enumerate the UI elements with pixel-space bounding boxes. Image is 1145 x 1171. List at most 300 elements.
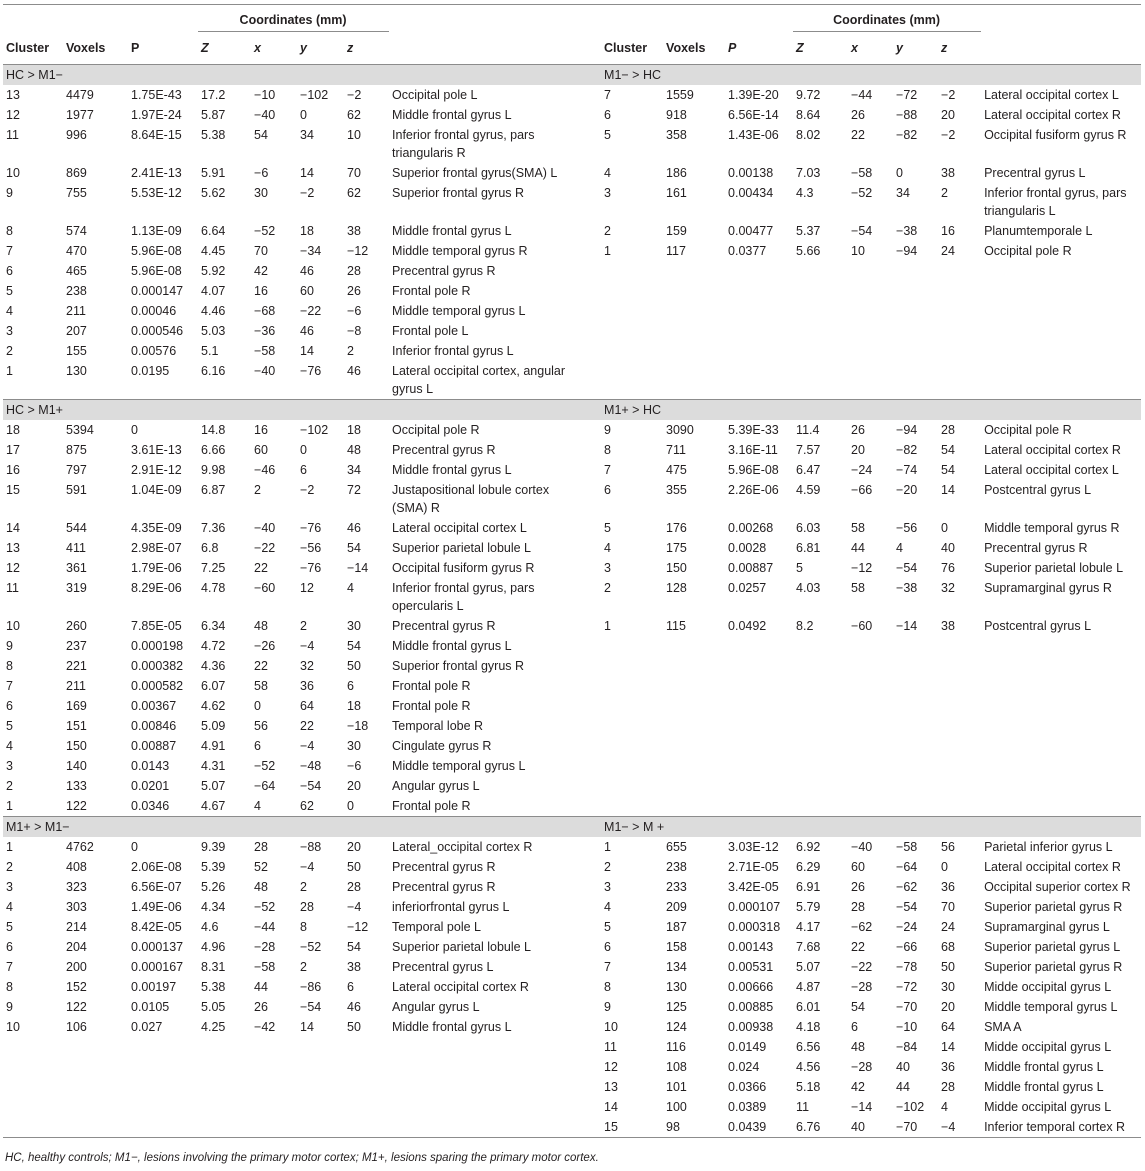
empty-cell	[848, 341, 893, 361]
empty-cell	[893, 281, 938, 301]
column-gap	[586, 578, 601, 616]
p-value-cell: 0.000147	[131, 284, 184, 298]
table-row	[3, 857, 1141, 877]
column-gap	[586, 341, 601, 361]
region-cell: Precentral gyrus R	[392, 880, 496, 894]
empty-cell	[663, 281, 725, 301]
y-coord-cell: −64	[896, 860, 918, 874]
z-coord-cell: 54	[941, 443, 955, 457]
voxels-cell: 209	[666, 900, 687, 914]
voxels-cell: 1559	[666, 88, 694, 102]
column-gap	[586, 1097, 601, 1117]
empty-cell	[601, 776, 663, 796]
empty-cell	[848, 361, 893, 400]
z-coord-cell: −4	[347, 900, 362, 914]
empty-cell	[251, 1097, 297, 1117]
column-gap	[586, 261, 601, 281]
p-value-cell: 0.00576	[131, 344, 177, 358]
empty-cell	[938, 796, 981, 817]
table-row	[3, 1037, 1141, 1057]
cluster-cell: 3	[604, 561, 611, 575]
empty-cell	[793, 756, 848, 776]
empty-cell	[793, 636, 848, 656]
column-gap	[586, 997, 601, 1017]
empty-cell	[848, 301, 893, 321]
cluster-cell: 8	[6, 224, 13, 238]
empty-cell	[601, 301, 663, 321]
z-coord-cell: 38	[941, 619, 955, 633]
region-cell: Lateral_occipital cortex R	[392, 840, 533, 854]
region-cell: Inferior frontal gyrus L	[392, 344, 514, 358]
column-gap	[586, 558, 601, 578]
p-value-cell: 0.0389	[728, 1100, 767, 1114]
empty-cell	[198, 1077, 251, 1097]
y-coord-cell: 6	[300, 463, 307, 477]
table-row	[3, 1017, 1141, 1037]
voxels-cell: 133	[66, 779, 87, 793]
p-value-cell: 0.00531	[728, 960, 774, 974]
empty-cell	[893, 656, 938, 676]
voxels-cell: 544	[66, 521, 87, 535]
column-header-zscore: Z	[198, 32, 251, 65]
z-score-cell: 5.26	[201, 880, 226, 894]
z-coord-cell: 20	[347, 840, 361, 854]
z-score-cell: 4.6	[201, 920, 219, 934]
z-score-cell: 6.64	[201, 224, 226, 238]
voxels-cell: 122	[66, 1000, 87, 1014]
z-coord-cell: −2	[347, 88, 362, 102]
p-value-cell: 5.96E-08	[131, 264, 182, 278]
voxels-cell: 755	[66, 186, 87, 200]
empty-cell	[893, 341, 938, 361]
voxels-cell: 470	[66, 244, 87, 258]
z-coord-cell: 46	[347, 364, 361, 378]
table-row	[3, 897, 1141, 917]
z-score-cell: 8.31	[201, 960, 226, 974]
z-score-cell: 4.45	[201, 244, 226, 258]
voxels-cell: 200	[66, 960, 87, 974]
x-coord-cell: 44	[254, 980, 268, 994]
empty-cell	[389, 1097, 586, 1117]
x-coord-cell: −68	[254, 304, 276, 318]
z-score-cell: 5.62	[201, 186, 226, 200]
empty-cell	[601, 361, 663, 400]
y-coord-cell: −102	[300, 423, 329, 437]
region-cell: Superior parietal gyrus R	[984, 960, 1123, 974]
column-header-voxels: Voxels	[663, 32, 725, 65]
y-coord-cell: 62	[300, 799, 314, 813]
column-header-z: z	[938, 32, 981, 65]
p-value-cell: 0.000137	[131, 940, 184, 954]
empty-cell	[893, 796, 938, 817]
cluster-cell: 13	[6, 541, 20, 555]
empty-cell	[893, 321, 938, 341]
cluster-cell: 5	[604, 920, 611, 934]
column-gap	[586, 1117, 601, 1138]
x-coord-cell: 16	[254, 284, 268, 298]
cluster-cell: 4	[6, 739, 13, 753]
x-coord-cell: −54	[851, 224, 873, 238]
empty-cell	[725, 776, 793, 796]
y-coord-cell: 4	[896, 541, 903, 555]
z-coord-cell: 38	[347, 224, 361, 238]
x-coord-cell: 20	[851, 443, 865, 457]
z-score-cell: 6.87	[201, 483, 226, 497]
y-coord-cell: −102	[300, 88, 329, 102]
voxels-cell: 574	[66, 224, 87, 238]
column-gap	[586, 420, 601, 440]
empty-cell	[981, 281, 1141, 301]
table-footnote: HC, healthy controls; M1−, lesions involving the primary motor cortex; M1+, lesions sparing the primary motor cortex.	[5, 1152, 599, 1164]
empty-cell	[981, 656, 1141, 676]
voxels-cell: 140	[66, 759, 87, 773]
z-coord-cell: 68	[941, 940, 955, 954]
z-score-cell: 5.87	[201, 108, 226, 122]
cluster-cell: 1	[6, 364, 13, 378]
voxels-cell: 591	[66, 483, 87, 497]
x-coord-cell: −10	[254, 88, 276, 102]
table-row	[3, 1057, 1141, 1077]
empty-cell	[725, 756, 793, 776]
table-row	[3, 558, 1141, 578]
voxels-cell: 655	[666, 840, 687, 854]
region-cell: Superior frontal gyrus R	[392, 186, 525, 200]
z-score-cell: 7.57	[796, 443, 821, 457]
y-coord-cell: −78	[896, 960, 918, 974]
empty-cell	[663, 716, 725, 736]
voxels-cell: 358	[666, 128, 687, 142]
cluster-cell: 7	[6, 960, 13, 974]
empty-cell	[344, 1097, 389, 1117]
empty-cell	[3, 1117, 63, 1138]
empty-cell	[663, 636, 725, 656]
results-table	[3, 4, 1141, 1138]
table-row	[3, 877, 1141, 897]
p-value-cell: 0.000546	[131, 324, 184, 338]
empty-cell	[251, 1117, 297, 1138]
region-cell: Occipital superior cortex R	[984, 880, 1131, 894]
region-cell: Postcentral gyrus L	[984, 619, 1092, 633]
empty-cell	[198, 1097, 251, 1117]
region-cell: Lateral occipital cortex R	[984, 860, 1121, 874]
empty-cell	[601, 656, 663, 676]
x-coord-cell: −60	[254, 581, 276, 595]
y-coord-cell: −70	[896, 1000, 918, 1014]
x-coord-cell: 44	[851, 541, 865, 555]
x-coord-cell: 26	[851, 108, 865, 122]
x-coord-cell: −58	[851, 166, 873, 180]
cluster-cell: 2	[604, 224, 611, 238]
region-cell: Supramarginal gyrus L	[984, 920, 1110, 934]
empty-cell	[601, 716, 663, 736]
column-gap	[586, 281, 601, 301]
section-header-row	[3, 817, 1141, 838]
x-coord-cell: 6	[254, 739, 261, 753]
cluster-cell: 8	[6, 980, 13, 994]
p-value-cell: 0.0346	[131, 799, 170, 813]
header-gap	[586, 32, 601, 65]
p-value-cell: 0.0195	[131, 364, 170, 378]
voxels-cell: 214	[66, 920, 87, 934]
empty-cell	[725, 636, 793, 656]
p-value-cell: 2.26E-06	[728, 483, 779, 497]
z-score-cell: 4.56	[796, 1060, 821, 1074]
table-row	[3, 636, 1141, 656]
table-row	[3, 977, 1141, 997]
table-row	[3, 163, 1141, 183]
empty-cell	[893, 716, 938, 736]
table-header	[3, 5, 1141, 65]
voxels-cell: 355	[666, 483, 687, 497]
empty-cell	[725, 696, 793, 716]
region-cell: Precentral gyrus R	[392, 619, 496, 633]
voxels-cell: 465	[66, 264, 87, 278]
region-cell: Lateral occipital cortex R	[984, 108, 1121, 122]
y-coord-cell: −88	[896, 108, 918, 122]
region-cell: Midde occipital gyrus L	[984, 1100, 1112, 1114]
empty-cell	[848, 636, 893, 656]
empty-cell	[938, 636, 981, 656]
empty-cell	[63, 1077, 128, 1097]
empty-cell	[63, 1117, 128, 1138]
x-coord-cell: 40	[848, 1117, 893, 1138]
region-cell: Frontal pole R	[392, 284, 471, 298]
z-coord-cell: 50	[347, 659, 361, 673]
z-score-cell: 5.09	[201, 719, 226, 733]
column-gap	[586, 1037, 601, 1057]
column-gap	[586, 241, 601, 261]
z-score-cell: 4.46	[201, 304, 226, 318]
empty-cell	[981, 776, 1141, 796]
region-cell: Precentral gyrus R	[984, 541, 1088, 555]
empty-cell	[663, 321, 725, 341]
region-cell: Planumtemporale L	[984, 224, 1093, 238]
column-gap	[586, 937, 601, 957]
cluster-cell: 4	[604, 166, 611, 180]
header-spacer	[981, 5, 1141, 32]
empty-cell	[601, 756, 663, 776]
z-coord-cell: 50	[941, 960, 955, 974]
table-container	[3, 4, 1141, 1166]
empty-cell	[297, 1037, 344, 1057]
empty-cell	[981, 341, 1141, 361]
z-coord-cell: 24	[941, 244, 955, 258]
y-coord-cell: −14	[896, 619, 918, 633]
empty-cell	[981, 261, 1141, 281]
section-label-left: HC > M1+	[3, 400, 586, 421]
p-value-cell: 7.85E-05	[131, 619, 182, 633]
table-row	[3, 696, 1141, 716]
table-row	[3, 957, 1141, 977]
empty-cell	[389, 1117, 586, 1138]
empty-cell	[893, 756, 938, 776]
voxels-cell: 238	[666, 860, 687, 874]
column-header-p: P	[128, 32, 198, 65]
x-coord-cell: 16	[254, 423, 268, 437]
voxels-cell: 169	[66, 699, 87, 713]
z-score-cell: 5.05	[201, 1000, 226, 1014]
column-header-region	[981, 32, 1141, 65]
table-row	[3, 656, 1141, 676]
p-value-cell: 0.00846	[131, 719, 177, 733]
z-coord-cell: −6	[347, 304, 362, 318]
column-gap	[586, 105, 601, 125]
z-score-cell: 4.72	[201, 639, 226, 653]
empty-cell	[981, 736, 1141, 756]
z-coord-cell: 0	[347, 799, 354, 813]
header-gap	[586, 5, 601, 32]
z-score-cell: 5.03	[201, 324, 226, 338]
cluster-cell: 3	[6, 324, 13, 338]
region-cell: Parietal inferior gyrus L	[984, 840, 1113, 854]
empty-cell	[725, 736, 793, 756]
p-value-cell: 1.04E-09	[131, 483, 182, 497]
p-value-cell: 0.0366	[728, 1080, 767, 1094]
header-spacer	[601, 5, 793, 32]
region-cell: Temporal pole L	[392, 920, 481, 934]
cluster-cell: 8	[604, 443, 611, 457]
empty-cell	[251, 1037, 297, 1057]
p-value-cell: 0.00046	[131, 304, 177, 318]
z-coord-cell: 56	[941, 840, 955, 854]
y-coord-cell: −52	[300, 940, 322, 954]
z-score-cell: 7.25	[201, 561, 226, 575]
z-score-cell: 5.38	[201, 980, 226, 994]
z-coord-cell: 2	[347, 344, 354, 358]
region-cell: Middle frontal gyrus L	[392, 224, 512, 238]
z-coord-cell: 54	[347, 541, 361, 555]
column-header-row	[3, 32, 1141, 65]
section-header-row	[3, 65, 1141, 86]
voxels-cell: 151	[66, 719, 87, 733]
p-value-cell: 0.024	[728, 1060, 760, 1074]
p-value-cell: 0.000318	[728, 920, 781, 934]
empty-cell	[251, 1057, 297, 1077]
column-gap	[586, 776, 601, 796]
cluster-cell: 10	[6, 166, 20, 180]
table-row	[3, 937, 1141, 957]
empty-cell	[3, 1097, 63, 1117]
empty-cell	[297, 1097, 344, 1117]
cluster-cell: 7	[604, 960, 611, 974]
z-coord-cell: 14	[941, 1040, 955, 1054]
empty-cell	[893, 361, 938, 400]
voxels-cell: 130	[66, 364, 87, 378]
z-score-cell: 4.96	[201, 940, 226, 954]
cluster-cell: 2	[604, 860, 611, 874]
region-cell: Inferior frontal gyrus, pars triangularis R	[392, 128, 535, 160]
z-score-cell: 4.17	[796, 920, 821, 934]
cluster-cell: 1	[6, 799, 13, 813]
empty-cell	[938, 341, 981, 361]
table-row	[3, 105, 1141, 125]
empty-cell	[601, 736, 663, 756]
empty-cell	[601, 796, 663, 817]
empty-cell	[344, 1117, 389, 1138]
column-gap	[586, 440, 601, 460]
table-row	[3, 1117, 1141, 1138]
p-value-cell: 0.0143	[131, 759, 170, 773]
p-value-cell: 0.0201	[131, 779, 170, 793]
z-score-cell: 5.18	[796, 1080, 821, 1094]
empty-cell	[981, 676, 1141, 696]
empty-cell	[297, 1077, 344, 1097]
empty-cell	[128, 1117, 198, 1138]
cluster-cell: 8	[6, 659, 13, 673]
table-row	[3, 125, 1141, 163]
p-value-cell: 0.000382	[131, 659, 184, 673]
empty-cell	[793, 796, 848, 817]
x-coord-cell: 58	[851, 521, 865, 535]
y-coord-cell: 46	[300, 264, 314, 278]
voxels-cell: 106	[66, 1020, 87, 1034]
z-coord-cell: 40	[941, 541, 955, 555]
z-score-cell: 5.07	[201, 779, 226, 793]
x-coord-cell: 22	[851, 940, 865, 954]
z-score-cell: 7.68	[796, 940, 821, 954]
x-coord-cell: 28	[851, 900, 865, 914]
z-score-cell: 6.03	[796, 521, 821, 535]
p-value-cell: 2.91E-12	[131, 463, 182, 477]
z-coord-cell: 4	[941, 1100, 948, 1114]
empty-cell	[981, 796, 1141, 817]
z-coord-cell: 26	[347, 284, 361, 298]
p-value-cell: 8.42E-05	[131, 920, 182, 934]
cluster-cell: 13	[6, 88, 20, 102]
section-label-right: M1+ > HC	[601, 400, 1141, 421]
x-coord-cell: −40	[851, 840, 873, 854]
cluster-cell: 11	[6, 581, 19, 595]
region-cell: Cingulate gyrus R	[392, 739, 492, 753]
empty-cell	[938, 361, 981, 400]
z-coord-cell: 18	[347, 699, 361, 713]
cluster-cell: 5	[6, 920, 13, 934]
region-cell: Precentral gyrus L	[392, 960, 494, 974]
z-coord-cell: −12	[347, 920, 369, 934]
empty-cell	[663, 676, 725, 696]
y-coord-cell: −56	[896, 521, 918, 535]
empty-cell	[198, 1117, 251, 1138]
region-cell: Superior parietal gyrus R	[984, 900, 1123, 914]
region-cell: Lateral occipital cortex R	[392, 980, 529, 994]
empty-cell	[793, 776, 848, 796]
x-coord-cell: −62	[851, 920, 873, 934]
empty-cell	[793, 361, 848, 400]
column-gap	[586, 1057, 601, 1077]
column-gap	[586, 977, 601, 997]
p-value-cell: 0.00367	[131, 699, 177, 713]
x-coord-cell: 42	[851, 1080, 865, 1094]
column-header-y: y	[297, 32, 344, 65]
voxels-cell: 4479	[66, 88, 94, 102]
p-value-cell: 0.000107	[728, 900, 781, 914]
x-coord-cell: −40	[254, 521, 276, 535]
voxels-cell: 175	[666, 541, 687, 555]
y-coord-cell: 40	[896, 1060, 910, 1074]
cluster-cell: 3	[6, 759, 13, 773]
y-coord-cell: −2	[300, 186, 315, 200]
voxels-cell: 176	[666, 521, 687, 535]
region-cell: Occipital fusiform gyrus R	[984, 128, 1127, 142]
cluster-cell: 4	[6, 900, 13, 914]
empty-cell	[981, 636, 1141, 656]
cluster-cell: 10	[6, 619, 20, 633]
voxels-cell: 408	[66, 860, 87, 874]
voxels-cell: 204	[66, 940, 87, 954]
y-coord-cell: −22	[300, 304, 322, 318]
table-row	[3, 301, 1141, 321]
y-coord-cell: −86	[300, 980, 322, 994]
